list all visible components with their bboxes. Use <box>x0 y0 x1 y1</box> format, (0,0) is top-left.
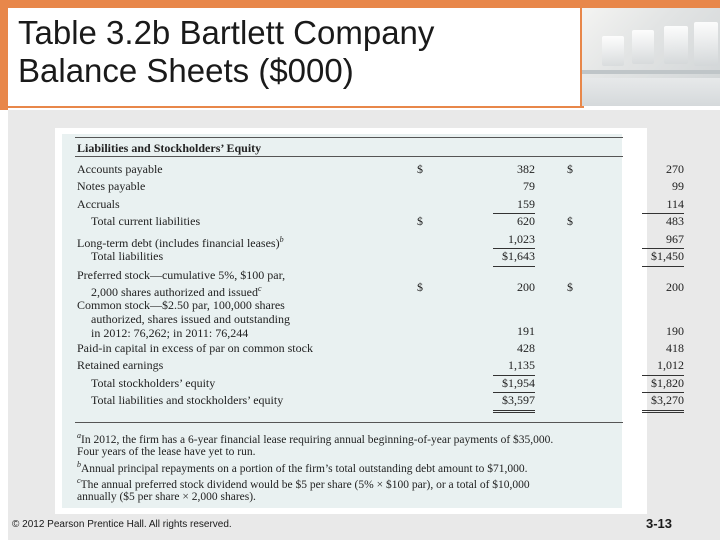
currency-symbol: $ <box>417 214 423 228</box>
table-row <box>77 375 684 393</box>
row-label <box>77 298 417 340</box>
table-row <box>77 178 684 196</box>
row-label-text: Long-term debt (includes financial leases) <box>77 235 280 250</box>
currency-symbol: $ <box>417 279 423 294</box>
value-2012: 1,023 <box>493 231 535 250</box>
value-2011: 200 <box>666 279 684 294</box>
copyright-footer: © 2012 Pearson Prentice Hall. All rights reserved. <box>12 519 232 530</box>
value-2012: 620 <box>517 214 535 228</box>
value-2012: 191 <box>517 323 535 338</box>
footnote-text: Annual principal repayments on a portion of the firm’s total outstanding debt amount to $71,000. <box>81 462 528 475</box>
value-2011: 418 <box>666 340 684 355</box>
currency-symbol: $ <box>417 161 423 176</box>
title-underline <box>8 106 583 108</box>
footnote-c <box>77 475 617 491</box>
footnote-a-cont: Four years of the lease have yet to run. <box>77 446 256 459</box>
value-2012: 428 <box>517 340 535 355</box>
table-top-rule <box>75 137 623 138</box>
left-accent-bar <box>0 0 8 110</box>
row-label: Retained earnings <box>77 358 164 372</box>
value-2012: 1,135 <box>493 357 535 376</box>
top-accent-bar <box>0 0 720 8</box>
footnote-text: In 2012, the firm has a 6-year financial lease requiring annual beginning-of-year payments of $35,000. <box>81 433 554 446</box>
row-label-text: 2,000 shares authorized and issued <box>91 284 258 299</box>
table-row <box>77 231 684 250</box>
value-2012: $3,597 <box>493 392 535 413</box>
table-row <box>77 340 684 358</box>
value-2011: 270 <box>666 161 684 176</box>
footnote-marker: b <box>279 234 284 244</box>
footnote-a <box>77 430 617 446</box>
slide-number: 3-13 <box>646 516 673 531</box>
row-label-line: authorized, shares issued and outstanding <box>91 311 290 326</box>
row-label: Total liabilities and stockholders’ equity <box>91 393 284 407</box>
footnote-c-cont: annually ($5 per share × 2,000 shares). <box>77 491 256 504</box>
row-label: Total stockholders’ equity <box>91 375 216 390</box>
value-2011: 483 <box>666 214 684 228</box>
value-2011: 967 <box>642 231 684 250</box>
value-2011: 114 <box>642 196 684 215</box>
table-row <box>77 196 684 214</box>
office-chairs-photo <box>582 8 720 106</box>
footnote-marker: a <box>77 431 81 440</box>
table-footnotes <box>77 430 617 504</box>
row-label-line: Common stock—$2.50 par, 100,000 shares <box>77 297 285 312</box>
value-2012: 79 <box>523 179 535 193</box>
footnote-marker: b <box>77 459 81 469</box>
row-label-line: Preferred stock—cumulative 5%, $100 par, <box>77 267 286 282</box>
footnote-marker: c <box>257 283 262 293</box>
table-row <box>77 392 684 410</box>
value-2011: $3,270 <box>642 392 684 413</box>
table-row <box>77 357 684 375</box>
balance-sheet-table <box>77 140 684 410</box>
table-row <box>77 248 684 266</box>
currency-symbol: $ <box>567 161 573 176</box>
table-row <box>77 213 684 231</box>
value-2012: 159 <box>493 196 535 215</box>
value-2011: $1,820 <box>642 375 684 394</box>
row-label: Paid-in capital in excess of par on common stock <box>77 340 313 355</box>
table-heading-row <box>77 140 617 158</box>
value-2011: 190 <box>666 323 684 338</box>
value-2012: 382 <box>517 161 535 176</box>
value-2011: 1,012 <box>642 357 684 376</box>
table-row <box>77 161 684 179</box>
footnote-marker: c <box>77 476 81 486</box>
row-label <box>77 268 417 299</box>
table-bottom-rule <box>75 422 623 423</box>
value-2012: $1,643 <box>493 248 535 267</box>
slide-title-line-2: Balance Sheets ($000) <box>18 52 354 89</box>
table-row <box>77 266 684 299</box>
value-2011: $1,450 <box>642 248 684 267</box>
row-label-line: in 2012: 76,262; in 2011: 76,244 <box>91 325 249 340</box>
table-row <box>77 296 684 340</box>
slide-title <box>18 14 578 90</box>
row-label: Total current liabilities <box>91 214 201 228</box>
value-2011: 99 <box>672 179 684 193</box>
slide-title-line-1: Table 3.2b Bartlett Company <box>18 14 435 51</box>
table-heading: Liabilities and Stockholders’ Equity <box>77 141 262 155</box>
row-label: Accruals <box>77 196 120 211</box>
currency-symbol: $ <box>567 279 573 294</box>
footnote-text: The annual preferred stock dividend would be $5 per share (5% × $100 par), or a total of $10,000 <box>80 478 530 491</box>
row-label: Notes payable <box>77 179 146 193</box>
value-2012: $1,954 <box>493 375 535 394</box>
footnote-b <box>77 459 617 475</box>
value-2012: 200 <box>517 279 535 294</box>
row-label: Total liabilities <box>91 249 164 263</box>
row-label: Accounts payable <box>77 161 163 176</box>
currency-symbol: $ <box>567 214 573 228</box>
